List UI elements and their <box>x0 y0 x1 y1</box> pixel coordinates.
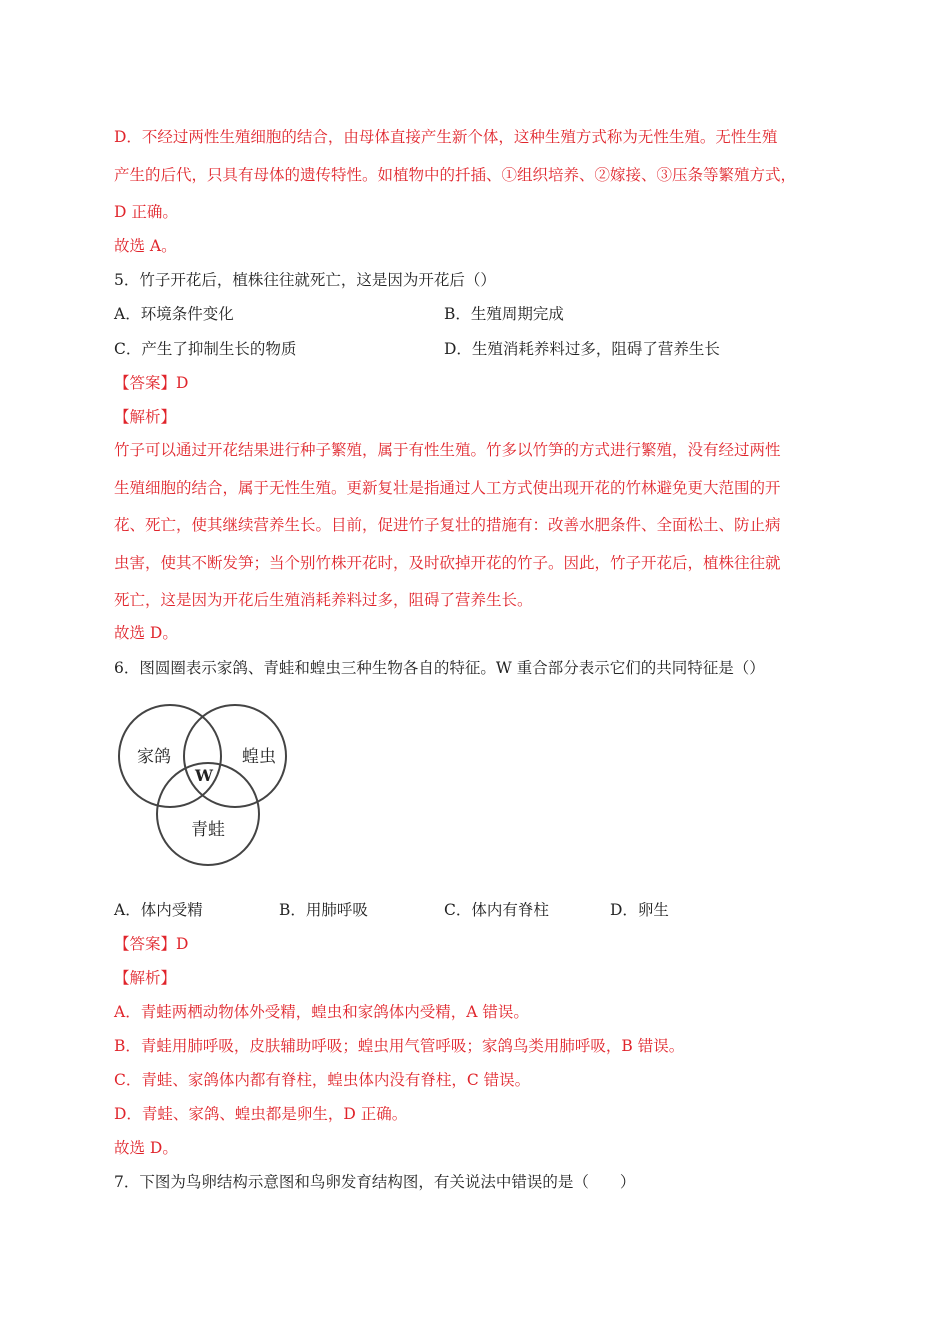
venn-label-frog: 青蛙 <box>191 820 225 840</box>
q6-option-d: D．卵生 <box>610 901 669 919</box>
q4-option-d-explanation-line2: 产生的后代，只具有母体的遗传特性。如植物中的扦插、①组织培养、②嫁接、③压条等繁殖方式， <box>114 166 797 184</box>
q5-option-d: D．生殖消耗养料过多，阻碍了营养生长 <box>444 340 720 358</box>
q5-conclusion: 故选 D。 <box>114 624 178 642</box>
q6-conclusion: 故选 D。 <box>114 1139 178 1157</box>
venn-label-pigeon: 家鸽 <box>137 747 171 767</box>
q6-analysis-b: B．青蛙用肺呼吸，皮肤辅助呼吸；蝗虫用气管呼吸；家鸽鸟类用肺呼吸，B 错误。 <box>114 1037 685 1055</box>
q5-analysis-line4: 虫害，使其不断发笋；当个别竹株开花时，及时砍掉开花的竹子。因此，竹子开花后，植株往往就 <box>114 554 781 572</box>
q5-answer-value: D <box>176 374 189 392</box>
q6-answer-value: D <box>176 935 189 953</box>
q5-answer-label: 【答案】 <box>114 374 177 392</box>
q6-stem: 6．图圆圈表示家鸽、青蛙和蝗虫三种生物各自的特征。W 重合部分表示它们的共同特征是（） <box>114 659 765 677</box>
q6-analysis-d: D．青蛙、家鸽、蝗虫都是卵生，D 正确。 <box>114 1105 408 1123</box>
q6-analysis-c: C．青蛙、家鸽体内都有脊柱，蝗虫体内没有脊柱，C 错误。 <box>114 1071 531 1089</box>
q5-option-c: C．产生了抑制生长的物质 <box>114 340 297 358</box>
q5-stem: 5．竹子开花后，植株往往就死亡，这是因为开花后（） <box>114 271 496 289</box>
q6-answer-label: 【答案】 <box>114 935 177 953</box>
q6-option-b: B．用肺呼吸 <box>279 901 368 919</box>
venn-label-locust: 蝗虫 <box>242 747 276 767</box>
q5-option-a: A．环境条件变化 <box>114 305 234 323</box>
q6-analysis-label: 【解析】 <box>114 969 177 987</box>
q6-answer <box>114 933 188 955</box>
q4-conclusion: 故选 A。 <box>114 237 177 255</box>
q6-analysis-a: A．青蛙两栖动物体外受精，蝗虫和家鸽体内受精，A 错误。 <box>114 1003 529 1021</box>
q5-answer <box>114 372 188 394</box>
q6-option-a: A．体内受精 <box>114 901 203 919</box>
q5-analysis-line5: 死亡，这是因为开花后生殖消耗养料过多，阻碍了营养生长。 <box>114 591 533 609</box>
q5-option-b: B．生殖周期完成 <box>444 305 564 323</box>
q4-option-d-explanation-line3: D 正确。 <box>114 203 178 221</box>
q7-stem: 7．下图为鸟卵结构示意图和鸟卵发育结构图，有关说法中错误的是（ ） <box>114 1173 636 1191</box>
q5-analysis-line2: 生殖细胞的结合，属于无性生殖。更新复壮是指通过人工方式使出现开花的竹林避免更大范围的开 <box>114 479 781 497</box>
q5-analysis-line3: 花、死亡，使其继续营养生长。目前，促进竹子复壮的措施有：改善水肥条件、全面松土、防止病 <box>114 516 781 534</box>
q4-option-d-explanation-line1: D．不经过两性生殖细胞的结合，由母体直接产生新个体，这种生殖方式称为无性生殖。无性生殖 <box>114 128 778 146</box>
q5-analysis-line1: 竹子可以通过开花结果进行种子繁殖，属于有性生殖。竹多以竹笋的方式进行繁殖，没有经过两性 <box>114 441 781 459</box>
q6-option-c: C．体内有脊柱 <box>444 901 549 919</box>
venn-diagram <box>116 700 296 872</box>
q5-analysis-label: 【解析】 <box>114 408 177 426</box>
venn-label-overlap: W <box>195 766 213 785</box>
